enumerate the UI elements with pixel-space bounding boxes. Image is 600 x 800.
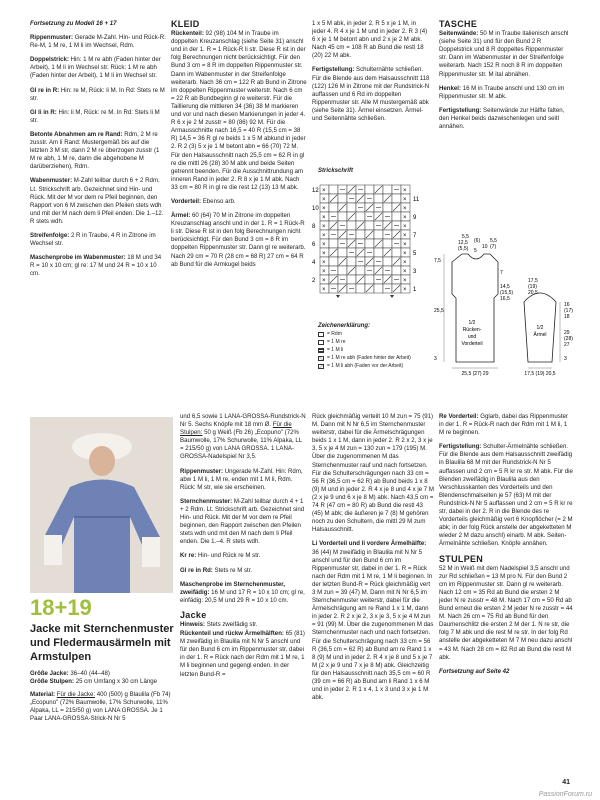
- col3-top: [312, 20, 430, 170]
- chart-cell: [338, 266, 347, 275]
- edge-stitch-mark: ×: [322, 260, 326, 266]
- paragraph: Betonte Abnahmen am re Rand: Rdm, 2 M re zusstr. Am li Rand: Mustergemäß bis auf die letzten 3 M str, dann 2 M re überzogen zusstr (1 M re abh, 1 M re, dann die abgehobene M darüberziehen), Rdm.: [30, 130, 160, 171]
- section-heading: STULPEN: [439, 553, 484, 564]
- dim-label: 20,5: [528, 290, 538, 296]
- dim-label: (15,5): [500, 290, 514, 296]
- edge-stitch-mark: ×: [403, 215, 407, 221]
- chart-cell: [392, 194, 401, 203]
- model-title: Jacke mit Sternchenmuster und Fledermausärmeln mit Armstulpen: [30, 623, 174, 663]
- paragraph: 52 M in Weiß mit dem Nadelspiel 3,5 anschl und zur Rd schließen = 13 M pro N. Für den Bund 2 cm im Rippenmuster str. Dann gl re weiterarb. Nach 12 cm = 35 Rd ab Bund die ersten 2 M jeder N re zusstr = 48 M. Nach 17 cm = 50 Rd ab Bund erneut die ersten 2 M jeder N re zusstr = 44 M. Nach 26 cm = 75 Rd ab Bund für den Daumenschlitz die ersten 2 M der 1. N re str, die folg 7 M abk und die rest M re str. In der folg Rd anstelle der abgeketteten M 7 M neu dazu anschl = 43 M. Nach 28 cm = 82 Rd ab Bund die restl M abk.: [439, 564, 573, 661]
- edge-stitch-mark: ×: [403, 188, 407, 194]
- chart-cell: [383, 203, 392, 212]
- dim-label: 5,5: [490, 238, 497, 244]
- row-label: 7: [413, 233, 417, 239]
- edge-stitch-mark: ×: [403, 233, 407, 239]
- chart-cell: [374, 194, 383, 203]
- chart-cell: [383, 239, 392, 248]
- chart-cell: [392, 212, 401, 221]
- col4-bottom: [439, 413, 573, 753]
- slip-knit-icon: [318, 356, 324, 361]
- dim-label: (17): [564, 308, 573, 314]
- row-label: 5: [413, 251, 417, 257]
- row-label: 3: [413, 269, 417, 275]
- dim-label: 12,5: [458, 240, 468, 246]
- legend-item: = 1 M li abh (Faden vor der Arbeit): [318, 362, 433, 370]
- paragraph: Vorderteil: Ebenso arb.: [171, 197, 236, 205]
- dim-label: 7: [500, 270, 503, 276]
- paragraph: Rückenteil: 92 (98) 104 M in Traube im doppelten Kreuzanschlag (siehe Seite 31) anschl und in der 1. R = 1 Rück-R li str. Diese R ist in der folg Berechnungen nicht berücksichtigt. Für den Bund 3 cm = 8 R im doppelten Rippenmuster str. Dann im Wabenmuster in der Streifenfolge weiterarb. Nach 36 cm = 122 R ab Bund in Zitrone im doppelten Rippenmuster weiterstr. Nach 6 cm = 22 R ab Bundbeginn gl re weiterstr. Für die Taillierung die mittleren 34 (36) 38 M markieren und vor und nach diesen Markierungen in jeder 4. R 6 x je 2 M zusstr = 80 (86) 92 M. Für die Armausschnitte nach 16,5 = 40 R (15,5 cm = 38 R) 14,5 = 36 R gl re beids 1 x 5 M abkund in jeder 2. R 2 (3) 5 x je 1 M betont abn = 66 (70) 72 M. Für den Halsausschnitt nach 25,5 cm = 62 R in gl re die mittl 26 (28) 30 M abk und beide Seiten getrennt beenden. Für die Ausschnittrundung am inneren Rand in jeder 2. R 8 x je 1 M abk. Nach 33 cm = 80 R in gl re die rest 12 (13) 13 M abk.: [171, 30, 307, 191]
- row-label: 2: [312, 278, 316, 284]
- repeat-arrow-icon: [390, 295, 394, 298]
- edge-stitch-mark: ×: [322, 278, 326, 284]
- dim-label: 10: [482, 244, 488, 250]
- dim-label: 18: [564, 314, 570, 320]
- paragraph: Gl li in R: Hin: li M, Rück: re M. In Rd: Stets li M str.: [30, 108, 160, 124]
- edge-stitch-mark: ×: [403, 269, 407, 275]
- chart-cell: [338, 248, 347, 257]
- piece-label: 1/2: [536, 325, 544, 331]
- col3-bottom: [312, 413, 434, 783]
- model-specs: [30, 670, 174, 730]
- section-heading: TASCHE: [439, 20, 478, 29]
- edge-stitch-mark: ×: [403, 260, 407, 266]
- dim-label: (28): [564, 336, 573, 342]
- paragraph: Maschenprobe im Sternchenmuster, zweifädig: 16 M und 17 R = 10 x 10 cm; gl re, einfädig: 20,5 M und 29 R = 10 x 10 cm.: [180, 580, 305, 604]
- model-number: 18+19: [30, 595, 92, 620]
- dim-label: 29: [564, 330, 570, 336]
- legend: [318, 322, 433, 370]
- dim-label: 17,5: [528, 278, 538, 284]
- edge-stitch-mark: ×: [322, 287, 326, 293]
- page-number: 41: [562, 779, 570, 786]
- paragraph: Li Vorderteil und li vordere Ärmelhälfte: 36 (44) M zweifädig in Blaulila mit N Nr 5 anschl und für den Bund 6 cm im Rippenmuster str, dabei in der 1. R = Rück nach der Rdm mit 1 M re, 1 M li beginnen. In der letzten Bund-R = Rück gleichmäßig vert 3 M zun = 39 (47) M. Dann mit N Nr 6,5 im Sternchenmuster weiterstr, dabei für die Ärmelschrägung am re Rand 1 x 1 M, dann in jeder 2. R 2 x je 2, 3 x je 3, 5 x je 4 M zun = 91 (99) M. Über die zugenommenen M das Sternchenmuster nach und nach fortsetzen. Für die Schulterschrägung nach 33 cm = 56 R (36,5 cm = 62 R) ab Bund am re Rand 1 x 8 (9) M und in jeder 2. R 4 x je 8 und 5 x je 7 M (2 x je 9 und 7 x je 8 M) abk. Gleichzeitig für den Halsausschnitt nach 35,5 cm = 60 R (39 cm = 66 R) ab Bund am li Rand 1 x 6 M und in jeder 2. R 1 x 4, 1 x 3 und 3 x je 1 M abk.: [312, 540, 434, 702]
- edge-stitch-mark: ×: [322, 233, 326, 239]
- chart-cell: [356, 266, 365, 275]
- legend-item: = Rdm: [318, 330, 433, 338]
- paragraph: Gl re in R: Hin: re M, Rück: li M. In Rd: Stets re M str.: [30, 86, 165, 102]
- paragraph: Größe Jacke: 36–40 (44–48): [30, 670, 110, 677]
- chart-cell: [338, 212, 347, 221]
- dim-label: 5: [474, 248, 477, 254]
- slip-purl-icon: [318, 364, 324, 369]
- dim-label: 3: [564, 356, 567, 362]
- paragraph: 1 x 5 M abk, in jeder 2. R 5 x je 1 M, in jeder 4. R 4 x je 1 M und in jeder 2. R 3 (4) 6 x je 1 M betont abn und 2 x je 2 M abk. Nach 45 cm = 108 R ab Bund die restl 18 (20) 22 M abk.: [312, 20, 428, 60]
- row-label: 10: [312, 206, 319, 212]
- paragraph: Wabenmuster: M-Zahl teilbar durch 6 + 2 Rdm. Lt. Strickschrift arb. Gezeichnet sind Hin- und Rück. Mit der M vor dem re Pfeil beginnen, den Rapport von 6 M zwischen den Pfeilen stets wdh und mit der M nach dem li Pfeil enden. Die 1.–12. R stets wdh.: [30, 177, 164, 225]
- chart-cell: [374, 284, 383, 293]
- repeat-arrow-icon: [336, 295, 340, 298]
- chart-cell: [365, 185, 374, 194]
- paragraph: Maschenprobe im Wabenmuster: 18 M und 34 R = 10 x 10 cm; gl re: 17 M und 24 R = 10 x 10 cm.: [30, 254, 162, 278]
- purl-stitch-icon: [318, 348, 324, 353]
- legend-title: Zeichenerklärung:: [318, 323, 371, 329]
- edge-stitch-mark: ×: [322, 269, 326, 275]
- paragraph: Material: Für die Jacke: 400 (500) g Blaulila (Fb 74) „Ecopuno" (72% Baumwolle, 17% Schurwolle, 11% Alpaka, LL = 215/50 g) von LANA GROSSA. Je 1 Paar LANA-GROSSA-Strick-N Nr 5: [30, 691, 171, 723]
- chart-cell: [383, 257, 392, 266]
- chart-cell: [329, 239, 338, 248]
- dim-label: 16: [564, 302, 570, 308]
- piece-label: Ärmel: [533, 332, 547, 338]
- edge-stitch-mark: ×: [403, 251, 407, 257]
- paragraph: Rippenmuster: Ungerade M-Zahl. Hin: Rdm, abw 1 M li, 1 M re, enden mit 1 M li, Rdm. Rück: M str, wie sie erscheinen.: [180, 467, 303, 491]
- knitting-chart: [312, 177, 430, 305]
- paragraph: Fertigstellung: Schulternähte schließen. Für die Blende aus dem Halsausschnitt 118 (122) 126 M in Zitrone mit der Rundstrick-N auffassen und 6 Rd im doppelten Rippenmuster str. Alle M mustergemäß abk (siehe Seite 31). Ärmel einsetzen. Ärmel- und Seitennähte schließen.: [312, 66, 430, 123]
- edge-stitch-mark: ×: [322, 251, 326, 257]
- legend-item: = 1 M re: [318, 338, 433, 346]
- dim-label: 25,5: [434, 308, 444, 314]
- paragraph: Rippenmuster: Gerade M-Zahl. Hin- und Rück-R: Re-M, 1 M re, 1 M li im Wechsel, Rdm.: [30, 34, 166, 50]
- col4-top: [439, 20, 573, 220]
- paragraph: Fertigstellung: Schulter-Ärmelnähte schließen. Für die Blende aus dem Halsausschnitt zweifädig in Blaulila 68 M mit der Rundstrick-N Nr 5 auffassen und 2 cm = 5 R kr re str. M abk. Für die Blenden zweifädig in Blaulila aus den Verschlusskanten des Vorderteils und den Blendenschmalseiten je 57 (63) M mit der Rundstrick-N Nr 5 auffassen und 2 cm = 5 R kr re str, dabei in der 2. R in die Blende des re Vorderteils gleichmäßig vert 6 Knopflöcher (= 2 M abk; in der folg Rück anstelle der abgeketteten M wieder 2 M dazu anschl) einarb. M abk. Seiten-Ärmelnähte schließen. Knöpfe annähen.: [439, 443, 573, 548]
- paragraph: Rückenteil und rückw Ärmelhälften: 65 (81) M zweifädig in Blaulila mit N Nr 5 anschl und für den Bund 6 cm im Rippenmuster str, dabei in der 1. R = Rück nach der Rdm mit 1 M re, 1 M li beginnen und gegengl enden. In der letzten Bund-R =: [180, 630, 305, 678]
- col2-bottom: [180, 413, 306, 783]
- dim-label: 17,5 (19) 20,5: [524, 371, 556, 377]
- model-photo: [30, 417, 173, 593]
- chart-title: Strickschrift: [318, 168, 354, 174]
- dim-label: 7,5: [434, 258, 441, 264]
- chart-cell: [347, 203, 356, 212]
- knit-stitch-icon: [318, 340, 324, 345]
- row-label: 11: [413, 197, 420, 203]
- chart-cell: [329, 185, 338, 194]
- edge-stitch-mark: ×: [322, 224, 326, 230]
- col2-top: [171, 20, 307, 380]
- piece-label: Rücken-: [462, 327, 482, 333]
- paragraph: Fertigstellung: Seitenwände zur Hälfte falten, den Henkel beids dazwischenlegen und seitl annähen.: [439, 106, 565, 131]
- paragraph: Streifenfolge: 2 R in Traube, 4 R in Zitrone im Wechsel str.: [30, 231, 156, 248]
- row-label: 6: [312, 242, 316, 248]
- paragraph: Kr re: Hin- und Rück re M str.: [180, 552, 261, 560]
- paragraph: und 6,5 sowie 1 LANA-GROSSA-Rundstrick-N Nr 5. Sechs Knöpfe mit 18 mm Ø. Für die Stulpen: 50 g Weiß (Fb 26) „Ecopuno" (72% Baumwolle, 17% Schurwolle, 11% Alpaka, LL = 215/50 g) von LANA GROSSA. 1 LANA-GROSSA-Nadelspiel Nr 3,5.: [180, 413, 306, 461]
- paragraph: Rück gleichmäßig verteilt 10 M zun = 75 (91) M. Dann mit N Nr 6,5 im Sternchenmuster weiterstr, dabei für die Ärmelschrägungen beids 1 x 1 M, dann in jeder 2. R 2 x 2, 3 x je 3, 5 x je 4 M zun = 130 zun = 179 (195) M. Über die zugenommenen M das Sternchenmuster rauf und nach fortsetzen. Für die Schulterschrägungen nach 33 cm = 56 R (36,5 cm = 62 R) ab Bund beids 1 x 8 (9) M und in jeder 2. R 4 x je 8 und 4 x je 7 M (2 x je 9 und 6 x je 8 M) abk. Nach 43,5 cm = 74 R (47 cm = 80 R) ab Bund die restl 43 (45) M abk; die äußeren je 7 (8) M gehören noch zu den Schultern, die mittl 29 M zum Halsausschnitt.: [312, 413, 434, 534]
- row-label: 12: [312, 188, 319, 194]
- chart-cell: [329, 257, 338, 266]
- edge-stitch-mark: ×: [403, 206, 407, 212]
- paragraph: Re Vorderteil: Gglarb, dabei das Rippenmuster in der 1. R = Rück-R nach der Rdm mit 1 M li, 1 M re beginnen.: [439, 413, 568, 437]
- edge-stitch-mark: ×: [403, 197, 407, 203]
- model-illustration: [30, 417, 173, 593]
- piece-label: und: [467, 334, 477, 340]
- garment-schematic: [432, 232, 580, 382]
- legend-item: = 1 M re abh (Faden hinter der Arbeit): [318, 354, 433, 362]
- paragraph: Größe Stulpen: 25 cm Umfang x 30 cm Länge: [30, 678, 157, 686]
- edge-stitch-icon: [318, 332, 324, 337]
- dim-label: 14,5: [500, 284, 510, 290]
- chart-cell: [365, 239, 374, 248]
- chart-cell: [356, 284, 365, 293]
- paragraph: Sternchenmuster: M-Zahl teilbar durch 4 + 1 + 2 Rdm. Lt. Strickschrift arb. Gezeichnet sind Hin- und Rück. Mit der M vor dem re Pfeil beginnen, den Rapport zwischen den Pfeilen stets wdh und mit den M nach dem li Pfeil enden. Die 1.–4. R stets wdh.: [180, 497, 305, 546]
- section-heading: Jacke: [180, 609, 207, 620]
- edge-stitch-mark: ×: [322, 206, 326, 212]
- dim-label: 16,5: [500, 296, 510, 302]
- chart-cell: [392, 248, 401, 257]
- dim-label: (6): [474, 238, 481, 244]
- paragraph: Hinweis: Stets zweifädig str.: [180, 620, 258, 628]
- paragraph: Doppelstrick: Hin: 1 M re abh (Faden hinter der Arbeit), 1 M li im Wechsel str. Rück: 1 M re abh (Faden hinter der Arbeit), 1 M li im Wechsel str.: [30, 56, 161, 80]
- dim-label: (7): [490, 244, 497, 250]
- chart-cell: [374, 230, 383, 239]
- edge-stitch-mark: ×: [403, 287, 407, 293]
- chart-cell: [365, 275, 374, 284]
- dim-label: 25,5 (27) 29: [461, 371, 489, 377]
- legend-item: = 1 M li: [318, 346, 433, 354]
- paragraph: Henkel: 16 M in Traube anschl und 130 cm im Rippenmuster str. M abk.: [439, 84, 565, 100]
- chart-cell: [347, 257, 356, 266]
- dim-label: (19): [528, 284, 537, 290]
- chart-cell: [356, 212, 365, 221]
- dim-label: 27: [564, 342, 570, 348]
- paragraph: Seitenwände: 50 M in Traube italienisch anschl (siehe Seite 31) und für den Bund 2 R Doppelstrick und 8 R doppeltes Rippenmuster str. Dann im Wabenmuster in der Streifenfolge weiterarb. Nach 152 R noch 8 R im doppelten Rippenmuster str. M ital abnähen.: [439, 30, 569, 78]
- dim-label: 5,5: [462, 234, 469, 240]
- edge-stitch-mark: ×: [322, 197, 326, 203]
- edge-stitch-mark: ×: [322, 215, 326, 221]
- row-label: 4: [312, 260, 316, 266]
- paragraph: Gl re in Rd: Stets re M str.: [180, 566, 253, 574]
- edge-stitch-mark: ×: [403, 242, 407, 248]
- chart-cell: [392, 266, 401, 275]
- chart-cell: [347, 275, 356, 284]
- paragraph: Ärmel: 60 (64) 70 M in Zitrone im doppelten Kreuzanschlag anschl und in der 1. R = 1 Rück-R li str. Diese R ist in den folg Berechnungen nicht berücksichtigt. Für den Bund 3 cm = 8 R im doppelten Rippenmuster str. Dann gl re weiterarb. Nach 29 cm = 70 R (28 cm = 68 R) 27 cm = 64 R ab Bund für die Armkugel beids: [171, 212, 306, 268]
- edge-stitch-mark: ×: [403, 224, 407, 230]
- chart-cell: [365, 221, 374, 230]
- continuation-note: Fortsetzung auf Seite 42: [439, 667, 510, 675]
- chart-cell: [338, 194, 347, 203]
- chart-cell: [329, 203, 338, 212]
- chart-cell: [356, 230, 365, 239]
- col1-top: [30, 20, 166, 380]
- chart-cell: [374, 248, 383, 257]
- edge-stitch-mark: ×: [322, 188, 326, 194]
- row-label: 8: [312, 224, 316, 230]
- watermark: PassionForum.ru: [538, 791, 592, 798]
- dim-label: 3: [434, 356, 437, 362]
- chart-cell: [347, 221, 356, 230]
- row-label: 9: [413, 215, 417, 221]
- continuation-note: Fortsetzung zu Modell 16 + 17: [30, 20, 117, 27]
- edge-stitch-mark: ×: [403, 278, 407, 284]
- piece-label: Vorderteil: [461, 341, 483, 347]
- row-label: 1: [413, 287, 417, 293]
- piece-label: 1/2: [468, 320, 476, 326]
- model-headline: [30, 596, 174, 730]
- chart-cell: [383, 185, 392, 194]
- dim-label: (5,5): [458, 246, 469, 252]
- section-heading: KLEID: [171, 20, 200, 29]
- edge-stitch-mark: ×: [322, 242, 326, 248]
